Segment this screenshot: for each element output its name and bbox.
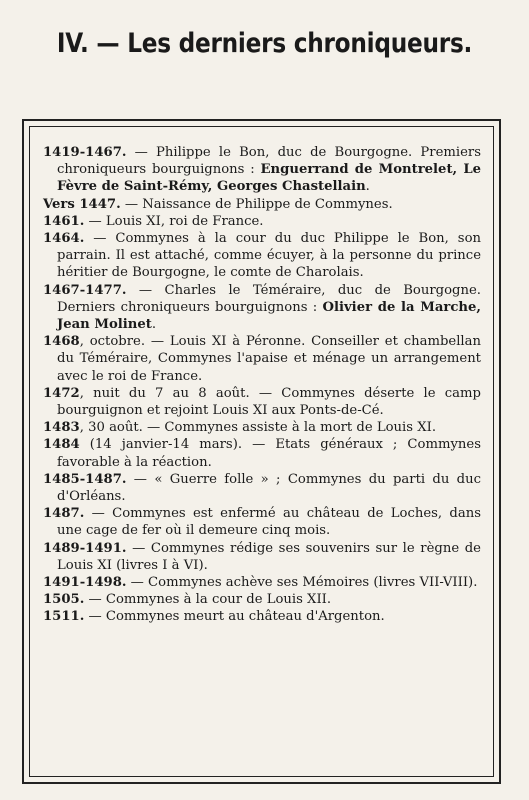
- entry-date: 1491-1498.: [43, 575, 127, 591]
- entry-date: 1419-1467.: [43, 145, 127, 160]
- entry-date: 1487.: [43, 506, 85, 522]
- entry-names: Olivier de la Marche, Jean Molinet: [57, 299, 481, 333]
- entry-text: — Commynes achève ses Mémoires (livres VII-VIII).: [126, 575, 478, 591]
- entry-text: — Naissance de Philippe de Commynes.: [120, 196, 393, 212]
- chronology-entry: [43, 333, 481, 385]
- entry-date: 1468: [43, 334, 80, 350]
- entry-date: 1472: [43, 385, 80, 401]
- entry-text-end: .: [365, 179, 370, 195]
- entry-date: 1485-1487.: [43, 471, 127, 487]
- entry-text: , nuit du 7 au 8 août. — Commynes déserte le camp bourguignon et rejoint Louis XI aux Ponts-de-Cé.: [57, 385, 481, 419]
- entry-text-end: .: [151, 317, 157, 333]
- chronology-frame: [22, 119, 501, 784]
- entry-date: 1489-1491.: [43, 540, 127, 556]
- entry-text: — Commynes meurt au château d'Argenton.: [84, 609, 385, 625]
- chronology-entry: [43, 196, 481, 213]
- chronology-entry: [43, 282, 481, 334]
- chronology-entry: [43, 591, 481, 608]
- chronology-entry: [43, 608, 481, 625]
- chronology-list: [29, 126, 494, 777]
- entry-text: — Commynes est enfermé au château de Loches, dans une cage de fer où il demeure cinq mois.: [57, 506, 481, 539]
- entry-text: — Charles le Téméraire, duc de Bourgogne. Derniers chroniqueurs bourguignons :: [57, 282, 481, 315]
- chronology-entry: [43, 144, 481, 196]
- page-title: IV. — Les derniers chroniqueurs.: [56, 28, 473, 59]
- entry-names: Enguerrand de Montrelet, Le Fèvre de Saint-Rémy, Georges Chastellain: [57, 162, 481, 195]
- chronology-entry: [43, 419, 481, 436]
- entry-text: — Commynes à la cour de Louis XII.: [84, 592, 332, 608]
- entry-text: — Commynes rédige ses souvenirs sur le règne de Louis XI (livres I à VI).: [57, 540, 481, 573]
- entry-text: — Louis XI, roi de France.: [84, 213, 264, 229]
- chronology-entry: [43, 436, 481, 470]
- entry-date: 1511.: [43, 609, 85, 625]
- entry-date: Vers 1447.: [43, 196, 121, 212]
- chronology-entry: [43, 230, 481, 282]
- entry-date: 1467-1477.: [43, 282, 127, 298]
- entry-date: 1483: [43, 420, 80, 436]
- entry-date: 1484: [43, 437, 80, 453]
- entry-date: 1464.: [43, 231, 85, 247]
- entry-date: 1461.: [43, 213, 85, 229]
- entry-text: — Commynes à la cour du duc Philippe le Bon, son parrain. Il est attaché, comme écuyer, à la personne du prince héritier de Bourgogne, le comte de Charolais.: [57, 231, 481, 281]
- chronology-entry: [43, 471, 481, 505]
- chronology-entry: [43, 385, 481, 419]
- entry-date: 1505.: [43, 592, 85, 608]
- entry-text: (14 janvier-14 mars). — Etats généraux ; Commynes favorable à la réaction.: [57, 437, 481, 470]
- chronology-entry: [43, 213, 481, 230]
- chronology-entry: [43, 574, 481, 591]
- entry-text: — « Guerre folle » ; Commynes du parti du duc d'Orléans.: [57, 471, 481, 505]
- entry-text: , 30 août. — Commynes assiste à la mort de Louis XI.: [79, 420, 437, 436]
- entry-text: — Philippe le Bon, duc de Bourgogne. Premiers chroniqueurs bourguignons :: [57, 145, 481, 178]
- entry-text: , octobre. — Louis XI à Péronne. Conseiller et chambellan du Téméraire, Commynes l'apaise et ménage un arrangement avec le roi de France.: [57, 334, 481, 384]
- chronology-entry: [43, 505, 481, 539]
- chronology-entry: [43, 540, 481, 574]
